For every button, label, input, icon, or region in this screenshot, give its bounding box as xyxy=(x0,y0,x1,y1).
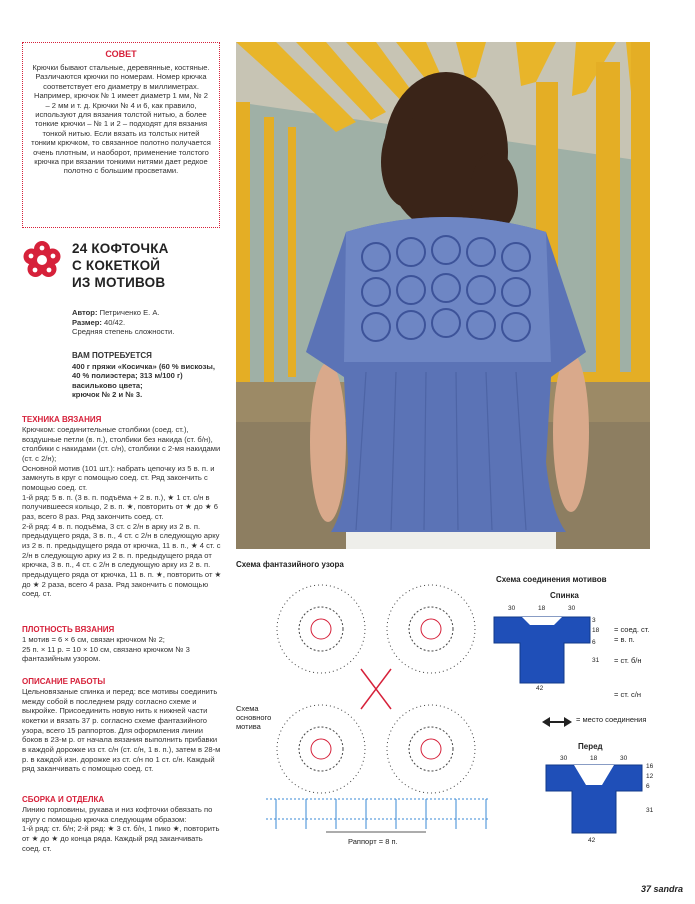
joining-title: Схема соединения мотивов xyxy=(496,575,607,584)
flower-icon xyxy=(22,240,62,280)
back-label: Спинка xyxy=(550,591,579,600)
technique-heading: ТЕХНИКА ВЯЗАНИЯ xyxy=(22,415,102,424)
legend-dc: = ст. с/н xyxy=(614,690,641,699)
photo-illustration xyxy=(236,42,650,549)
pattern-diagram-title: Схема фантазийного узора xyxy=(236,560,344,569)
assembly-section: СБОРКА И ОТДЕЛКА Линию горловины, рукава и низ кофточки обвязать по кругу с помощью крючка следующим образом: 1-й ряд: ст. б/н; 2-й ряд: ★ 3 ст. б/н, 1 пико ★, повторить от ★ до ★ до конца ряда. Каждый ряд заканчивать соед. ст. xyxy=(22,795,222,853)
assembly-heading: СБОРКА И ОТДЕЛКА xyxy=(22,795,105,804)
motif-diagram-graphic xyxy=(266,574,490,836)
front-label: Перед xyxy=(578,742,603,751)
tip-title: СОВЕТ xyxy=(105,49,137,59)
page-title: 24 КОФТОЧКА С КОКЕТКОЙ ИЗ МОТИВОВ xyxy=(72,241,169,290)
pattern-meta: Автор: Петриченко Е. А. Размер: 40/42. Средняя степень сложности. xyxy=(72,308,175,337)
density-section: ПЛОТНОСТЬ ВЯЗАНИЯ 1 мотив = 6 × 6 см, связан крючком № 2; 25 п. × 11 р. = 10 × 10 см, связано крючком № 3 фантазийным узором. xyxy=(22,625,222,664)
pattern-diagram xyxy=(236,560,490,860)
joining-diagram: Схема соединения мотивов Спинка 30 18 30 42 3 18 6 31 = соед. ст. = в. п. = ст. б/н = ст. с/н = место соединения Перед 30 18 30 42 16 12 6 31 xyxy=(492,575,692,865)
tip-text: Крючки бывают стальные, деревянные, костяные. Различаются крючки по номерам. Номер крючка соответствует его диаметру в миллиметрах. Например, крючок № 1 имеет диаметр 1 мм, № 2 – 2 мм и т. д. Крючки № 4 и 6, как правило, используют для вязания толстой нитью, а более тонкие крючки – № 1 и 2 – подходят для вязания тонкой нитью. Если вязать из толстых нитей тонким крючком, то связанное полотно получается очень плотным, и наоборот, применение толстого крючка при вязании тонкими нитями дает редкое полотно с большим просветами. xyxy=(31,63,211,176)
back-schematic xyxy=(492,603,592,698)
front-schematic xyxy=(544,755,644,850)
motif-label: Схема основного мотива xyxy=(236,704,272,731)
legend-ch: = в. п. xyxy=(614,635,635,644)
rapport-label: Раппорт = 8 п. xyxy=(348,837,398,846)
description-heading: ОПИСАНИЕ РАБОТЫ xyxy=(22,677,106,686)
tip-box xyxy=(22,42,220,228)
density-heading: ПЛОТНОСТЬ ВЯЗАНИЯ xyxy=(22,625,115,634)
legend-slip: = соед. ст. xyxy=(614,625,650,634)
technique-section: ТЕХНИКА ВЯЗАНИЯ Крючком: соединительные столбики (соед. ст.), воздушные петли (в. п.), столбики без накида (ст. б/н), столбики с накидами (ст. с/н), столбики с 2-мя накидами (ст. с 2/н); Основной мотив (101 шт.): набрать цепочку из 5 в. п. и замкнуть в круг с помощью соед. ст. Ряд закончить с помощью соед. ст. 1-й ряд: 5 в. п. (3 в. п. подъёма + 2 в. п.), ★ 1 ст. с/н в получившееся кольцо, 2 в. п. ★, повторить от ★ до ★ 6 раз, всего 8 раз. Ряд закончить соед. ст. 2-й ряд: 4 в. п. подъёма, 3 ст. с 2/н в арку из 2 в. п. предыдущего ряда, 3 в. п., 4 ст. с 2/н в следующую арку из 2 в. п. предыдущего ряда от крючка, 11 в. п., ★ 4 ст. с 2/н в следующую арку из 2 в. п. предыдущего ряда от крючка, 3 в. п., 4 ст. с 2/н в следующую арку из 2 в. п. предыдущего ряда от крючка, 11 в. п. ★, повторить от ★ до ★ 2 раза, всего 4 раза. Ряд закончить с помощью соед. ст. xyxy=(22,415,222,599)
materials: ВАМ ПОТРЕБУЕТСЯ 400 г пряжи «Косичка» (60 % вискозы, 40 % полиэстера; 313 м/100 г) васильково цвета; крючок № 2 и № 3. xyxy=(72,351,215,400)
legend-join: = место соединения xyxy=(576,715,647,724)
model-photo xyxy=(236,42,650,549)
legend-sc: = ст. б/н xyxy=(614,656,642,665)
join-arrow-icon xyxy=(542,717,572,727)
description-section: ОПИСАНИЕ РАБОТЫ Цельновязаные спинка и перед: все мотивы соединить между собой в последнем ряду согласно схеме и выкройке. Присоединить новую нить к нижней части кокетки и вязать 37 р. согласно схеме фантазийного узора, всего 15 раппортов. Для оформления линии боков в 23-м р. от начала вязания выполнить прибавки в каждой дорожке из ст. с/н (ст. с/н, 1 в. п.), затем в 28-м р. в каждой изн. дорожке из ст. с/н по 1 ст. с/н. Каждый ряд заканчивать с помощью соед. ст. xyxy=(22,677,221,774)
page-number: 37 sandra xyxy=(640,884,683,894)
